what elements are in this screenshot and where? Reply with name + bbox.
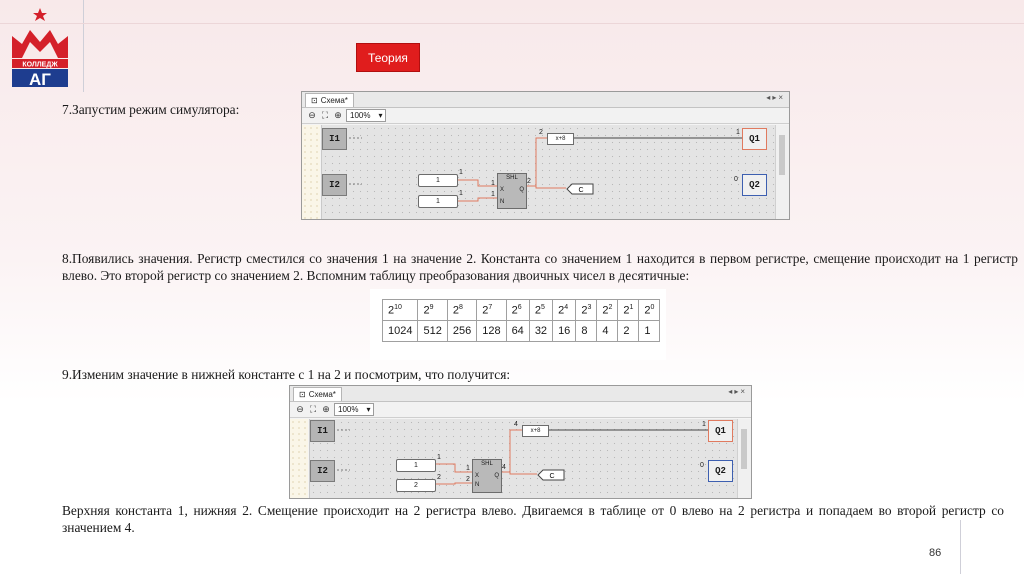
power-exponent: 2: [608, 303, 613, 311]
pin-q2: 0: [700, 462, 704, 469]
left-palette: [302, 125, 320, 219]
power-exponent: 1: [629, 303, 634, 311]
schema-canvas[interactable]: [309, 419, 737, 498]
power-exponent: 6: [517, 303, 522, 311]
constant-bottom[interactable]: 2: [396, 479, 436, 492]
input-i2[interactable]: I2: [310, 460, 335, 482]
power-base: 2: [602, 304, 609, 317]
power-exponent: 3: [587, 303, 592, 311]
input-i1[interactable]: I1: [310, 420, 335, 442]
value-cell: 16: [553, 321, 576, 342]
shl-block[interactable]: [497, 173, 527, 209]
chevron-down-icon: ▾: [378, 111, 383, 120]
value-cell: 8: [576, 321, 597, 342]
power-exponent: 0: [650, 303, 655, 311]
power-exponent: 4: [564, 303, 569, 311]
pin-shl-x: 1: [491, 180, 495, 187]
constant-top[interactable]: 1: [396, 459, 436, 472]
pin-top-in: 1: [459, 169, 463, 176]
tab-label: Схема*: [320, 96, 348, 105]
power-cell: [418, 300, 447, 321]
pin-shl-q: 4: [502, 464, 506, 471]
pin-mul-in: 2: [539, 129, 543, 136]
zoom-value: 100%: [350, 111, 371, 120]
step-10-text: Верхняя константа 1, нижняя 2. Смещение происходит на 2 регистра влево. Двигаемся в таблице от 0 влево на 2 регистра и попадаем во второй регистр со значением 4.: [62, 503, 1004, 535]
power-cell: [576, 300, 597, 321]
power-cell: [506, 300, 529, 321]
power-exponent: 9: [429, 303, 434, 311]
fit-icon[interactable]: ⛶: [309, 404, 317, 414]
binary-table: [370, 289, 666, 360]
constant-bottom[interactable]: 1: [418, 195, 458, 208]
power-base: 2: [388, 304, 395, 317]
output-q2[interactable]: Q2: [708, 460, 733, 482]
power-cell: [529, 300, 552, 321]
pin-q1: 1: [736, 129, 740, 136]
tab-controls[interactable]: ◂▸×: [766, 93, 785, 102]
power-base: 2: [534, 304, 541, 317]
zoom-in-icon[interactable]: ⊕: [334, 110, 342, 120]
theory-badge[interactable]: Теория: [356, 43, 420, 72]
shl-q: Q: [519, 187, 524, 193]
logo-letters: АГ: [29, 70, 51, 89]
shl-n: N: [500, 199, 505, 205]
scroll-thumb[interactable]: [741, 429, 747, 469]
value-cell: 256: [447, 321, 476, 342]
power-cell: [618, 300, 639, 321]
power-base: 2: [511, 304, 518, 317]
value-cell: 1024: [383, 321, 418, 342]
output-q1[interactable]: Q1: [742, 128, 767, 150]
pin-shl-q: 2: [527, 178, 531, 185]
power-cell: [477, 300, 506, 321]
schema-canvas[interactable]: [321, 125, 775, 219]
tab-schema[interactable]: [293, 387, 342, 401]
constant-top[interactable]: 1: [418, 174, 458, 187]
power-cell: [447, 300, 476, 321]
power-exponent: 5: [540, 303, 545, 311]
logo-caption: КОЛЛЕДЖ: [22, 61, 58, 69]
zoom-select[interactable]: [334, 403, 374, 416]
shl-title: SHL: [481, 461, 493, 467]
toolbar: [302, 108, 789, 124]
shl-x: X: [500, 187, 505, 193]
pin-shl-x: 1: [466, 465, 470, 472]
power-base: 2: [558, 304, 565, 317]
scroll-thumb[interactable]: [779, 135, 785, 175]
value-cell: 128: [477, 321, 506, 342]
powers-table: [382, 299, 660, 342]
value-cell: 4: [597, 321, 618, 342]
left-rule: [83, 0, 84, 92]
power-cell: [553, 300, 576, 321]
step-7-text: 7.Запустим режим симулятора:: [62, 102, 240, 117]
pin-bottom-in: 1: [459, 190, 463, 197]
zoom-in-icon[interactable]: ⊕: [322, 404, 330, 414]
powers-row: [383, 300, 660, 321]
editor-window-2: [289, 385, 752, 499]
pin-top-in: 1: [437, 454, 441, 461]
power-base: 2: [452, 304, 459, 317]
shl-block[interactable]: [472, 459, 502, 493]
mul-block[interactable]: x+8: [522, 425, 549, 437]
input-i1[interactable]: I1: [322, 128, 347, 150]
lock-icon: ⊡: [311, 96, 318, 105]
pin-q2: 0: [734, 176, 738, 183]
output-tag-c[interactable]: [566, 183, 590, 193]
power-base: 2: [423, 304, 430, 317]
tab-label: Схема*: [308, 390, 336, 399]
power-exponent: 10: [394, 303, 402, 311]
tab-bar: [290, 386, 751, 402]
value-cell: 32: [529, 321, 552, 342]
input-i2[interactable]: I2: [322, 174, 347, 196]
power-base: 2: [581, 304, 588, 317]
pin-shl-n: 1: [491, 191, 495, 198]
output-q2[interactable]: Q2: [742, 174, 767, 196]
shl-title: SHL: [506, 175, 518, 181]
output-tag-label: C: [549, 473, 555, 480]
power-base: 2: [623, 304, 630, 317]
step-8-text: 8.Появились значения. Регистр сместился со значения 1 на значение 2. Константа со значением 1 находится в первом регистре, смещение происходит на 1 регистр влево. Это второй регистр со значением 2. Вспомним таблицу преобразования двоичных чисел в десятичные:: [62, 251, 1018, 283]
editor-window-1: [301, 91, 790, 220]
vertical-scrollbar[interactable]: [737, 419, 751, 498]
output-tag-c[interactable]: [537, 469, 561, 479]
zoom-value: 100%: [338, 405, 359, 414]
power-cell: [639, 300, 660, 321]
tab-bar: [302, 92, 789, 108]
tab-controls[interactable]: ◂▸×: [728, 387, 747, 396]
zoom-out-icon[interactable]: ⊖: [296, 404, 304, 414]
output-q1[interactable]: Q1: [708, 420, 733, 442]
zoom-select[interactable]: [346, 109, 386, 122]
shl-x: X: [475, 473, 480, 479]
power-exponent: 7: [488, 303, 493, 311]
chevron-down-icon: ▾: [366, 405, 371, 414]
fit-icon[interactable]: ⛶: [321, 110, 329, 120]
pin-bottom-in: 2: [437, 474, 441, 481]
college-logo: [8, 6, 72, 90]
mul-block[interactable]: x+8: [547, 133, 574, 145]
value-cell: 64: [506, 321, 529, 342]
output-tag-label: C: [578, 187, 584, 194]
page-number: 86: [929, 547, 942, 559]
value-cell: 2: [618, 321, 639, 342]
left-palette: [290, 419, 308, 498]
power-cell: [383, 300, 418, 321]
zoom-out-icon[interactable]: ⊖: [308, 110, 316, 120]
power-cell: [597, 300, 618, 321]
step-9-text: 9.Изменим значение в нижней константе с 1 на 2 и посмотрим, что получится:: [62, 367, 511, 382]
lock-icon: ⊡: [299, 390, 306, 399]
pin-q1: 1: [702, 421, 706, 428]
toolbar: [290, 402, 751, 418]
shl-q: Q: [494, 473, 499, 479]
values-row: [383, 321, 660, 342]
pin-mul-in: 4: [514, 421, 518, 428]
pin-shl-n: 2: [466, 476, 470, 483]
power-exponent: 8: [458, 303, 463, 311]
value-cell: 512: [418, 321, 447, 342]
tab-schema[interactable]: [305, 93, 354, 107]
power-base: 2: [482, 304, 489, 317]
power-base: 2: [644, 304, 651, 317]
shl-n: N: [475, 482, 480, 488]
value-cell: 1: [639, 321, 660, 342]
top-rule: [0, 23, 1024, 24]
vertical-scrollbar[interactable]: [775, 125, 789, 219]
